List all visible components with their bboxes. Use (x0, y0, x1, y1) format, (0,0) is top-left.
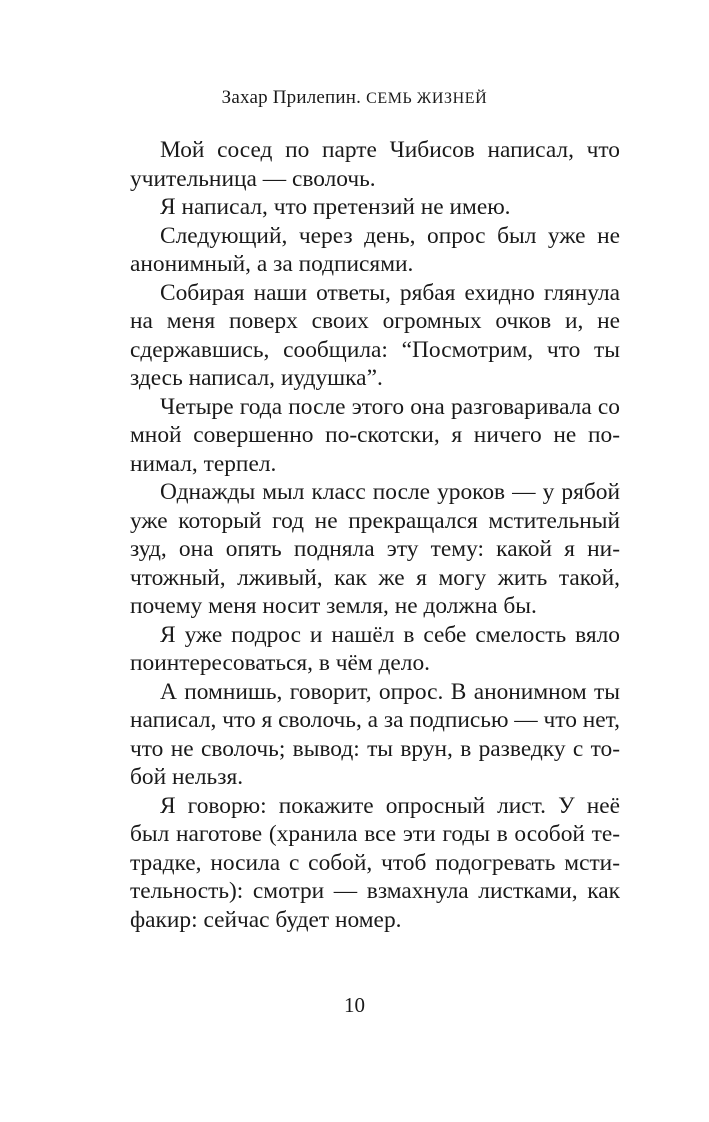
paragraph: Четыре года после этого она разговаривала со мной совершенно по-скотски, я ничего не понимал, терпел. (130, 393, 620, 477)
text-body (130, 136, 620, 934)
paragraph: Мой сосед по парте Чибисов написал, что учительница — сволочь. (130, 137, 620, 192)
running-head (0, 86, 709, 111)
running-head-author: Захар Прилепин. (221, 87, 362, 108)
paragraph: Собирая наши ответы, рябая ехидно глянула на меня поверх своих огромных очков и, не сдержавшись, сообщила: “Посмотрим, что ты здесь написал, иудушка”. (130, 279, 620, 391)
paragraph: А помнишь, говорит, опрос. В анонимном ты написал, что я сволочь, а за подписью — что нет, что не сволочь; вывод: ты врун, в разведку с тобой нельзя. (130, 678, 620, 790)
paragraph: Я говорю: покажите опросный лист. У неё был наготове (хранила все эти годы в особой тетрадке, носила с собой, чтоб подогревать мстительность): смотри — взмахнула листками, как факир: сейчас будет номер. (130, 792, 620, 933)
page-number: 10 (344, 993, 365, 1017)
running-head-title: СЕМЬ ЖИЗНЕЙ (366, 90, 488, 107)
paragraph: Однажды мыл класс после уроков — у рябой уже который год не прекращался мстительный зуд, она опять подняла эту тему: какой я ничтожный, лживый, как же я могу жить такой, почему меня носит земля, не должна бы. (130, 479, 620, 619)
paragraph: Я уже подрос и нашёл в себе смелость вяло поинтересоваться, в чём дело. (130, 621, 620, 676)
paragraph: Следующий, через день, опрос был уже не анонимный, а за подписями. (130, 222, 620, 277)
paragraph: Я написал, что претензий не имею. (160, 194, 511, 220)
